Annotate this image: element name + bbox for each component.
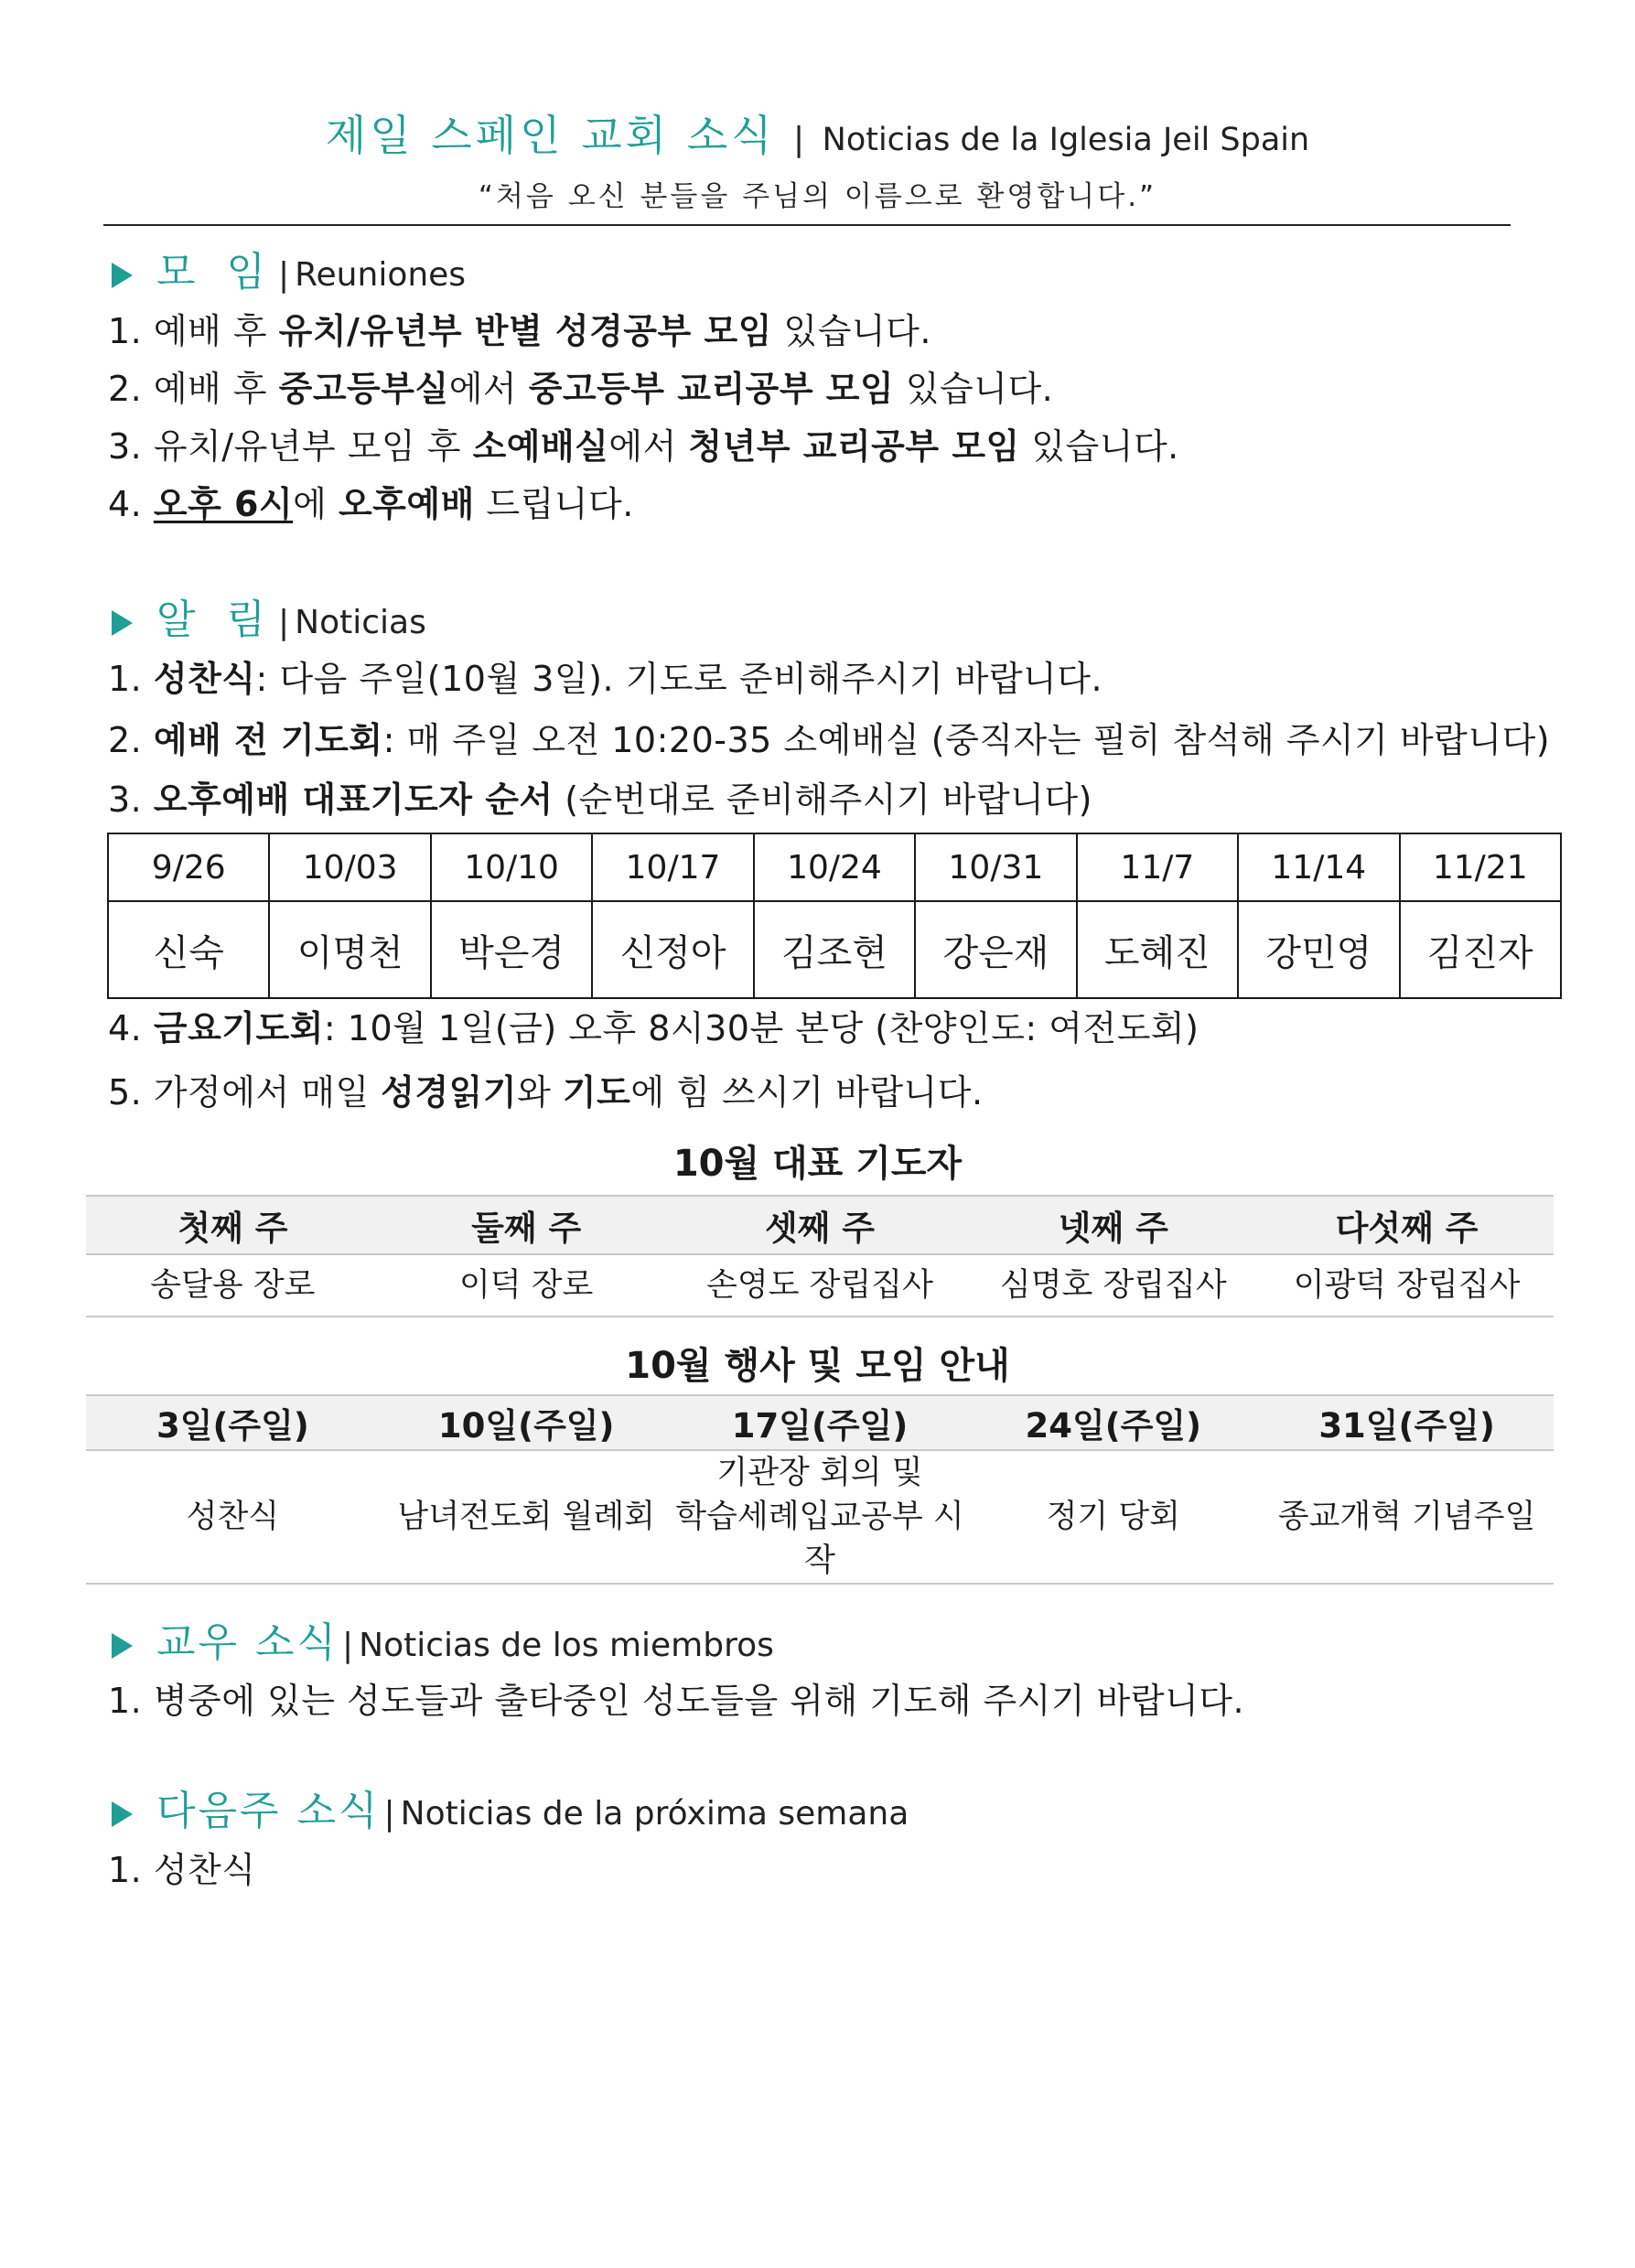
table-header-cell: 24일(주일) xyxy=(966,1395,1260,1450)
table-cell: 종교개혁 기념주일 xyxy=(1260,1450,1554,1584)
item-number: 1. xyxy=(108,1850,143,1890)
item-number: 3. xyxy=(108,779,143,820)
item-text: 있습니다. xyxy=(894,369,1054,409)
item-number: 4. xyxy=(108,1008,143,1048)
item-bold-text: 금요기도회 xyxy=(153,1008,324,1048)
item-bold-text: 유치/유년부 반별 성경공부 모임 xyxy=(278,311,772,351)
table-header-cell: 3일(주일) xyxy=(86,1395,380,1450)
section-title-spanish: Noticias xyxy=(295,604,426,641)
notices-item-3 xyxy=(108,773,1092,826)
cell-line: 학습세례입교공부 시작 xyxy=(675,1499,964,1579)
item-bold-text: 예배 전 기도회 xyxy=(153,720,383,760)
title-korean: 제일 스페인 교회 소식 xyxy=(325,111,776,160)
order-name-cell: 이명천 xyxy=(269,901,430,998)
section-title-spanish: Noticias de la próxima semana xyxy=(400,1795,909,1833)
table-header-cell: 넷째 주 xyxy=(966,1196,1260,1254)
section-separator: | xyxy=(342,1627,354,1664)
item-text: 에 xyxy=(293,484,339,524)
item-number: 1. xyxy=(108,1681,143,1721)
item-bold-text: 오후예배 대표기도자 순서 xyxy=(153,779,554,820)
item-bold-text: 중고등부 교리공부 모임 xyxy=(528,369,895,409)
table-cell: 남녀전도회 월례회 xyxy=(380,1450,673,1584)
item-text: 예배 후 xyxy=(142,311,279,351)
item-bold-text: 소예배실 xyxy=(472,426,609,467)
order-date-cell: 11/7 xyxy=(1077,833,1238,901)
prayer-leaders-caption: 10월 대표 기도자 xyxy=(672,1143,963,1185)
table-cell: 손영도 장립집사 xyxy=(673,1254,967,1317)
item-number: 3. xyxy=(108,426,143,467)
table-cell: 심명호 장립집사 xyxy=(966,1254,1260,1317)
section-title-korean: 교우 소식 xyxy=(156,1619,339,1666)
header-divider xyxy=(103,224,1511,226)
section-separator: | xyxy=(278,604,290,641)
table-header-cell: 둘째 주 xyxy=(380,1196,673,1254)
events-caption: 10월 행사 및 모임 안내 xyxy=(625,1345,1010,1387)
item-number: 4. xyxy=(108,484,143,524)
table-header-cell: 셋째 주 xyxy=(673,1196,967,1254)
order-date-cell: 10/10 xyxy=(431,833,592,901)
triangle-bullet-icon xyxy=(112,1801,133,1827)
title-spanish: Noticias de la Iglesia Jeil Spain xyxy=(822,122,1310,158)
notices-item-2 xyxy=(108,714,1550,767)
notices-item-5 xyxy=(108,1066,984,1119)
section-title-korean: 알 림 xyxy=(156,597,274,643)
table-cell: 정기 당회 xyxy=(966,1450,1260,1584)
item-text: : 다음 주일(10월 3일). 기도로 준비해주시기 바랍니다. xyxy=(255,659,1103,699)
table-header-cell: 10일(주일) xyxy=(380,1395,673,1450)
order-name-cell: 신숙 xyxy=(108,901,269,998)
table-header-cell: 17일(주일) xyxy=(673,1395,967,1450)
item-number: 1. xyxy=(108,659,143,699)
order-date-cell: 10/03 xyxy=(269,833,430,901)
item-text: 예배 후 xyxy=(142,369,279,409)
triangle-bullet-icon xyxy=(112,610,133,636)
table-header-cell: 첫째 주 xyxy=(86,1196,380,1254)
section-next-week-heading xyxy=(112,1786,909,1840)
item-bold-underlined-text: 오후 6시 xyxy=(153,484,294,524)
order-date-cell: 10/24 xyxy=(754,833,915,901)
section-notices-heading xyxy=(112,595,426,649)
events-table xyxy=(86,1394,1554,1585)
table-header-row xyxy=(86,1395,1554,1450)
item-text: 성찬식 xyxy=(142,1850,256,1890)
item-bold-text: 성찬식 xyxy=(153,659,256,699)
order-name-cell: 김진자 xyxy=(1400,901,1562,998)
table-row xyxy=(86,1254,1554,1317)
order-name-cell: 박은경 xyxy=(431,901,592,998)
table-cell xyxy=(673,1450,967,1584)
section-title-spanish: Reuniones xyxy=(295,256,467,294)
item-number: 2. xyxy=(108,720,143,760)
notices-item-4 xyxy=(108,1002,1199,1055)
item-bold-text: 오후예배 xyxy=(338,484,475,524)
meetings-item-2 xyxy=(108,362,1053,415)
table-header-cell: 31일(주일) xyxy=(1260,1395,1554,1450)
item-text: 드립니다. xyxy=(474,484,634,524)
section-title-spanish: Noticias de los miembros xyxy=(359,1627,774,1664)
item-text: 병중에 있는 성도들과 출타중인 성도들을 위해 기도해 주시기 바랍니다. xyxy=(142,1681,1245,1721)
item-bold-text: 중고등부실 xyxy=(278,369,449,409)
item-text: 있습니다. xyxy=(771,311,931,351)
item-text: : 매 주일 오전 10:20-35 소예배실 (중직자는 필히 참석해 주시기 바랍니다) xyxy=(382,720,1551,760)
item-text: 있습니다. xyxy=(1019,426,1179,467)
order-date-cell: 11/14 xyxy=(1238,833,1399,901)
next-week-item-1 xyxy=(108,1843,255,1897)
bulletin-header xyxy=(0,108,1635,214)
item-text: 유치/유년부 모임 후 xyxy=(142,426,473,467)
table-header-row xyxy=(86,1196,1554,1254)
triangle-bullet-icon xyxy=(112,1633,133,1659)
table-cell: 이광덕 장립집사 xyxy=(1260,1254,1554,1317)
section-title-korean: 모 임 xyxy=(156,249,274,296)
meetings-item-4 xyxy=(108,478,634,531)
table-header-cell: 다섯째 주 xyxy=(1260,1196,1554,1254)
section-meetings-heading xyxy=(112,247,466,301)
section-separator: | xyxy=(278,256,290,294)
prayer-order-names-row xyxy=(108,901,1561,998)
item-text: 와 xyxy=(517,1072,563,1113)
item-bold-text: 기도 xyxy=(562,1072,631,1113)
section-separator: | xyxy=(383,1795,395,1833)
members-item-1 xyxy=(108,1674,1244,1727)
table-cell: 송달용 장로 xyxy=(86,1254,380,1317)
order-date-cell: 10/31 xyxy=(915,833,1076,901)
order-date-cell: 11/21 xyxy=(1400,833,1562,901)
prayer-order-table xyxy=(107,833,1562,999)
triangle-bullet-icon xyxy=(112,263,133,288)
item-number: 5. xyxy=(108,1072,143,1113)
order-name-cell: 김조현 xyxy=(754,901,915,998)
cell-line: 기관장 회의 및 xyxy=(716,1455,923,1491)
item-text: 에서 xyxy=(608,426,689,467)
item-text: : 10월 1일(금) 오후 8시30분 본당 (찬양인도: 여전도회) xyxy=(323,1008,1199,1048)
table-cell: 성찬식 xyxy=(86,1450,380,1584)
order-name-cell: 신정아 xyxy=(592,901,753,998)
page-title xyxy=(0,108,1635,167)
order-name-cell: 강은재 xyxy=(915,901,1076,998)
item-number: 1. xyxy=(108,311,143,351)
section-members-heading xyxy=(112,1618,774,1671)
section-title-korean: 다음주 소식 xyxy=(156,1788,381,1834)
order-date-cell: 10/17 xyxy=(592,833,753,901)
item-bold-text: 성경읽기 xyxy=(381,1072,518,1113)
table-cell: 이덕 장로 xyxy=(380,1254,673,1317)
item-text: 에 힘 쓰시기 바랍니다. xyxy=(630,1072,984,1113)
meetings-item-3 xyxy=(108,420,1179,473)
item-text: (순번대로 준비해주시기 바랍니다) xyxy=(553,779,1092,820)
order-date-cell: 9/26 xyxy=(108,833,269,901)
welcome-subtitle: “처음 오신 분들을 주님의 이름으로 환영합니다.” xyxy=(478,180,1157,213)
item-number: 2. xyxy=(108,369,143,409)
item-bold-text: 청년부 교리공부 모임 xyxy=(688,426,1020,467)
item-text: 가정에서 매일 xyxy=(142,1072,382,1113)
title-separator: | xyxy=(793,121,805,158)
meetings-item-1 xyxy=(108,305,931,358)
table-row xyxy=(86,1450,1554,1584)
prayer-leaders-table xyxy=(86,1195,1554,1317)
prayer-order-dates-row xyxy=(108,833,1561,901)
notices-item-1 xyxy=(108,652,1103,705)
order-name-cell: 도혜진 xyxy=(1077,901,1238,998)
item-text: 에서 xyxy=(448,369,529,409)
order-name-cell: 강민영 xyxy=(1238,901,1399,998)
